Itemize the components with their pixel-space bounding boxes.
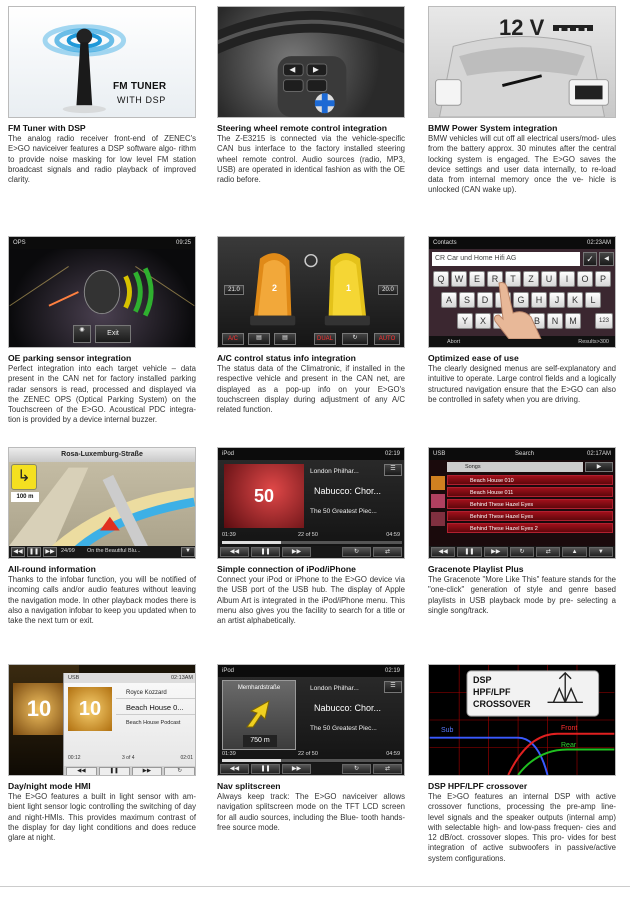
exit-button[interactable]: Exit <box>95 325 131 343</box>
ops-title: OPS <box>13 240 26 246</box>
ops-screen <box>8 236 196 348</box>
ipod-screen <box>217 447 405 559</box>
search-label: Search <box>515 451 535 457</box>
abort-button[interactable]: Abort <box>447 339 461 345</box>
recirculation-icon[interactable]: ↻ <box>342 333 368 345</box>
album-row[interactable]: Beach House Podcast <box>126 720 181 726</box>
split-title: iPod <box>222 668 235 674</box>
split-street: Memhardstraße <box>237 685 281 691</box>
key-k[interactable]: K <box>567 292 583 308</box>
feature-gracenote <box>428 447 616 647</box>
split-time: 02:19 <box>384 668 400 674</box>
seat-number-left: 2 <box>272 283 278 293</box>
progress-bar[interactable] <box>222 541 402 544</box>
camera-icon[interactable]: ◉ <box>73 325 91 343</box>
ac-button[interactable]: A/C <box>222 333 244 345</box>
key-r[interactable]: R <box>487 271 503 287</box>
feature-ipod <box>217 447 405 647</box>
next-icon[interactable]: ▶▶ <box>43 547 57 557</box>
ipod-title: iPod <box>222 451 235 457</box>
song-row[interactable]: Behind These Hazel Eyes <box>447 511 613 521</box>
title: BMW Power System integration <box>428 123 558 133</box>
artist-name: London Philhar... <box>310 468 359 475</box>
temp-left[interactable]: 21.0 <box>224 285 244 295</box>
album-art: 50 <box>224 464 304 528</box>
feature-bmw-power <box>428 6 616 206</box>
dc-symbol <box>553 25 593 31</box>
crossover-label: CROSSOVER <box>473 699 531 709</box>
key-s[interactable]: S <box>459 292 475 308</box>
day-controls <box>64 766 196 776</box>
next-icon[interactable]: ▶▶ <box>282 764 311 774</box>
description: Connect your iPod or iPhone to the E>GO device via the USB port of the USB hub. The display of Apple Album Art is integrated in the iPod/iPhone menu. This menu also gives you the facility to search for a title or an artist alphabetically. <box>217 575 405 626</box>
seats-icon <box>218 237 404 347</box>
auto-button[interactable]: AUTO <box>374 333 400 345</box>
title: DSP HPF/LPF crossover <box>428 781 528 791</box>
key-z[interactable]: Z <box>523 271 539 287</box>
play-icon[interactable]: ▶ <box>585 462 613 472</box>
album-name: The 50 Greatest Piec... <box>310 725 377 732</box>
pause-icon[interactable]: ❚❚ <box>251 764 280 774</box>
bmw-power-image <box>428 6 616 118</box>
key-e[interactable]: E <box>469 271 485 287</box>
key-p[interactable]: P <box>595 271 611 287</box>
next-icon[interactable]: ▶▶ <box>484 547 508 557</box>
shuffle-icon[interactable]: ⇄ <box>536 547 560 557</box>
title: Nav splitscreen <box>217 781 281 791</box>
key-l[interactable]: L <box>585 292 601 308</box>
navigation-screen <box>8 447 196 559</box>
numeric-key[interactable]: 123 <box>595 313 613 329</box>
usb-controls <box>429 546 615 558</box>
feature-all-round-info <box>8 447 196 647</box>
nav-panel[interactable] <box>222 680 296 750</box>
usb-time: 02:17AM <box>586 451 611 457</box>
title: Optimized ease of use <box>428 353 519 363</box>
key-m[interactable]: M <box>565 313 581 329</box>
prev-icon[interactable]: ◀◀ <box>66 767 97 776</box>
key-d[interactable]: D <box>477 292 493 308</box>
songs-header: Songs <box>447 462 583 472</box>
key-b[interactable]: B <box>529 313 545 329</box>
prev-icon[interactable]: ◀◀ <box>220 547 249 557</box>
progress-bar[interactable] <box>222 759 402 762</box>
repeat-icon[interactable]: ↻ <box>342 764 371 774</box>
split-header <box>218 665 404 677</box>
key-y[interactable]: Y <box>457 313 473 329</box>
album-name: The 50 Greatest Piec... <box>310 508 377 515</box>
turn-arrow-icon <box>243 699 277 729</box>
pause-icon[interactable]: ❚❚ <box>251 547 280 557</box>
title: Day/night mode HMI <box>8 781 91 791</box>
track-name: Nabucco: Chor... <box>314 486 382 496</box>
song-row[interactable]: Beach House 011 <box>447 487 613 497</box>
steering-wheel-image <box>217 6 405 118</box>
key-o[interactable]: O <box>577 271 593 287</box>
feature-ac-control <box>217 236 405 436</box>
keyboard-screen <box>428 236 616 348</box>
footer-divider <box>0 886 630 887</box>
track-name: Nabucco: Chor... <box>314 703 382 713</box>
list-icon[interactable]: ☰ <box>384 464 402 476</box>
total-time: 02:01 <box>180 755 193 761</box>
sub-label: Sub <box>441 727 454 734</box>
next-icon[interactable]: ▶▶ <box>132 767 163 776</box>
feature-dsp-crossover <box>428 664 616 864</box>
track-position: 22 of 50 <box>298 751 318 757</box>
description: Perfect integration into each target vehicle – data present in the CAN net for factory installed parking radar sensors is read, processed and displayed via the ZENEC OPS (Optical Parking System) on the Touchscreen of the E>GO. Acoustical PDC integra- tion is provided by a device internal buzzer. <box>8 364 196 425</box>
description: Thanks to the infobar function, you will be notified of incoming calls and/or audio features without leaving the navigation mode. In other playback modes there is also a navigation infobar to keep you updated when to take the next turn or exit. <box>8 575 196 626</box>
hpf-lpf-label: HPF/LPF <box>473 687 511 697</box>
scroll-up-icon[interactable]: ▲ <box>562 547 586 557</box>
key-h[interactable]: H <box>531 292 547 308</box>
title: A/C control status info integration <box>217 353 356 363</box>
pause-icon[interactable]: ❚❚ <box>28 549 40 555</box>
key-g[interactable]: G <box>513 292 529 308</box>
title: All-round information <box>8 564 96 574</box>
street-name: Rosa-Luxemburg-Straße <box>9 448 195 462</box>
day-panel <box>63 673 196 776</box>
day-time: 02:13AM <box>170 675 193 681</box>
key-n[interactable]: N <box>547 313 563 329</box>
title: Simple connection of iPod/iPhone <box>217 564 356 574</box>
artist-name: London Philhar... <box>310 685 359 692</box>
steering-wheel-icon <box>218 7 404 117</box>
gracenote-screen <box>428 447 616 559</box>
fm-tuner-image <box>8 6 196 118</box>
track-position: 22 of 50 <box>298 532 318 538</box>
description: The Gracenote "More Like This" feature stands for the "one-click" generation of style and genre based playlists in USB playback mode by pre- selecting a single song/track. <box>428 575 616 615</box>
usb-title: USB <box>433 451 446 457</box>
front-defrost-icon[interactable]: ▤ <box>274 333 296 345</box>
usb-header <box>429 448 615 460</box>
prev-icon[interactable]: ◀◀ <box>220 764 249 774</box>
ipod-time: 02:19 <box>384 451 400 457</box>
night-album-art: 10 <box>13 683 65 735</box>
description: The clearly designed menus are self-explanatory and intuitive to operate. Large control fields and a logically structured navigation ensure that the E>GO can also be controlled in safety when you are driving. <box>428 364 616 404</box>
split-controls <box>218 763 404 775</box>
total-time: 04:59 <box>386 532 400 538</box>
ops-time: 09:25 <box>175 240 191 246</box>
feature-day-night <box>8 664 196 864</box>
key-a[interactable]: A <box>441 292 457 308</box>
day-night-screen <box>8 664 196 776</box>
infobar-text: On the Beautiful Blu... <box>87 548 141 554</box>
temp-right[interactable]: 20.0 <box>378 285 398 295</box>
antenna-icon <box>9 7 195 117</box>
description: The E>GO features a built in light sensor with am- bient light sensor logic controlling the switching of day and night-HMIs. This provides maximum contrast of the display for day light conditions and does reduce glare at night. <box>8 792 196 843</box>
key-q[interactable]: Q <box>433 271 449 287</box>
list-icon[interactable]: ☰ <box>384 681 402 693</box>
day-header <box>64 673 196 683</box>
feature-nav-splitscreen <box>217 664 405 864</box>
elapsed-time: 01:39 <box>222 751 236 757</box>
key-u[interactable]: U <box>541 271 557 287</box>
track-position: 3 of 4 <box>122 755 135 761</box>
ac-screen <box>217 236 405 348</box>
usb-title: USB <box>68 675 80 681</box>
shuffle-icon[interactable]: ⇄ <box>373 547 402 557</box>
feature-steering-wheel <box>217 6 405 206</box>
repeat-icon[interactable]: ↻ <box>342 547 371 557</box>
description: BMW vehicles will cut off all electrical users/mod- ules from the battery approx. 30 minutes after the central locking system is engaged. The E>GO saves the device settings and user data internally, to re-load data from internal memory once the ve- hicle is unlocked (CAN wake up). <box>428 134 616 195</box>
seat-number-right: 1 <box>346 283 352 293</box>
song-row[interactable]: Behind These Hazel Eyes 2 <box>447 523 613 533</box>
results-button[interactable]: Results>300 <box>578 339 609 345</box>
track-row[interactable]: Beach House 0... <box>116 701 196 715</box>
key-j[interactable]: J <box>549 292 565 308</box>
split-distance: 750 m <box>243 735 277 747</box>
voltage-label: 12 V <box>499 15 545 40</box>
shuffle-icon[interactable]: ⇄ <box>373 764 402 774</box>
map-icon <box>9 448 195 558</box>
elapsed-time: 01:39 <box>222 532 236 538</box>
feature-ease-of-use <box>428 236 616 436</box>
dsp-image <box>428 664 616 776</box>
fm-label-2: WITH DSP <box>117 95 166 105</box>
elapsed-time: 00:12 <box>68 755 81 761</box>
key-x[interactable]: X <box>475 313 491 329</box>
total-time: 04:59 <box>386 751 400 757</box>
crossover-graph <box>429 665 615 775</box>
song-row[interactable]: Behind These Hazel Eyes <box>447 499 613 509</box>
description: The status data of the Climatronic, if installed in the respective vehicle and present in the CAN net, are displayed as a pop-up info on your E>GO's touchscreen display during adjustment of any A/C related function. <box>217 364 405 415</box>
title: FM Tuner with DSP <box>8 123 86 133</box>
key-t[interactable]: T <box>505 271 521 287</box>
prev-icon[interactable]: ◀◀ <box>11 547 25 557</box>
contacts-header <box>429 237 615 249</box>
ipod-controls <box>218 546 404 558</box>
album-thumb <box>431 512 445 526</box>
backspace-icon[interactable]: ◀ <box>599 252 614 266</box>
album-art: 10 <box>68 687 112 731</box>
title: Steering wheel remote control integration <box>217 123 387 133</box>
description: The Z-E3215 is connected via the vehicle-specific CAN bus interface to the factory installed steering wheel remote control. Audio sources (radio, MP3, USB) are operated in identical fashion as with the OE radio before. <box>217 134 405 185</box>
artist-row[interactable]: Royce Kozzard <box>116 687 196 699</box>
song-row[interactable]: Beach House 010 <box>447 475 613 485</box>
track-counter: 24/99 <box>61 548 75 554</box>
menu-icon[interactable]: ▼ <box>181 547 195 557</box>
key-w[interactable]: W <box>451 271 467 287</box>
repeat-icon[interactable]: ↻ <box>510 547 534 557</box>
feature-parking-sensor <box>8 236 196 436</box>
feature-fm-tuner <box>8 6 196 206</box>
dsp-label: DSP <box>473 675 492 685</box>
fm-label-1: FM TUNER <box>113 81 167 92</box>
repeat-icon[interactable]: ↻ <box>164 767 195 776</box>
splitscreen <box>217 664 405 776</box>
album-thumb <box>431 494 445 508</box>
description: The analog radio receiver front-end of ZENEC's E>GO naviceiver features a DSP software algo- rithm to provide noise masking for low level FM station broadcast signals and radio playback of improved clarity. <box>8 134 196 185</box>
search-input[interactable]: CR Car und Home Hifi AG <box>432 252 580 266</box>
album-thumb <box>431 476 445 490</box>
rear-label: Rear <box>561 742 577 749</box>
description: Always keep track: The E>GO naviceiver allows navigation splitscreen mode on the TFT LCD screen for all audio sources, including the Blue- tooth hands-free source mode. <box>217 792 405 832</box>
ipod-header <box>218 448 404 460</box>
pause-icon[interactable]: ❚❚ <box>99 767 130 776</box>
scroll-down-icon[interactable]: ▼ <box>589 547 613 557</box>
description: The E>GO features an internal DSP with active crossover functions, processing the pre-amp line- level signals and the speaker outputs (internal amp) with selectable high- and low-pass frequen- cies and 12 dB/oct. crossover slopes. This pro- vides for best integration of active subwoofers in passive/active system configurations. <box>428 792 616 863</box>
turn-arrow-icon: ↳ <box>11 464 37 490</box>
pause-icon[interactable]: ❚❚ <box>457 547 481 557</box>
turn-distance: 100 m <box>11 492 39 502</box>
contacts-title: Contacts <box>433 240 457 246</box>
front-label: Front <box>561 725 578 732</box>
contacts-time: 02:23AM <box>586 240 611 246</box>
rear-defrost-icon[interactable]: ▤ <box>248 333 270 345</box>
hand-icon <box>485 279 545 339</box>
next-icon[interactable]: ▶▶ <box>282 547 311 557</box>
title: OE parking sensor integration <box>8 353 132 363</box>
key-i[interactable]: I <box>559 271 575 287</box>
dual-button[interactable]: DUAL <box>314 333 336 345</box>
title: Gracenote Playlist Plus <box>428 564 524 574</box>
confirm-icon[interactable]: ✓ <box>583 252 597 266</box>
prev-icon[interactable]: ◀◀ <box>431 547 455 557</box>
